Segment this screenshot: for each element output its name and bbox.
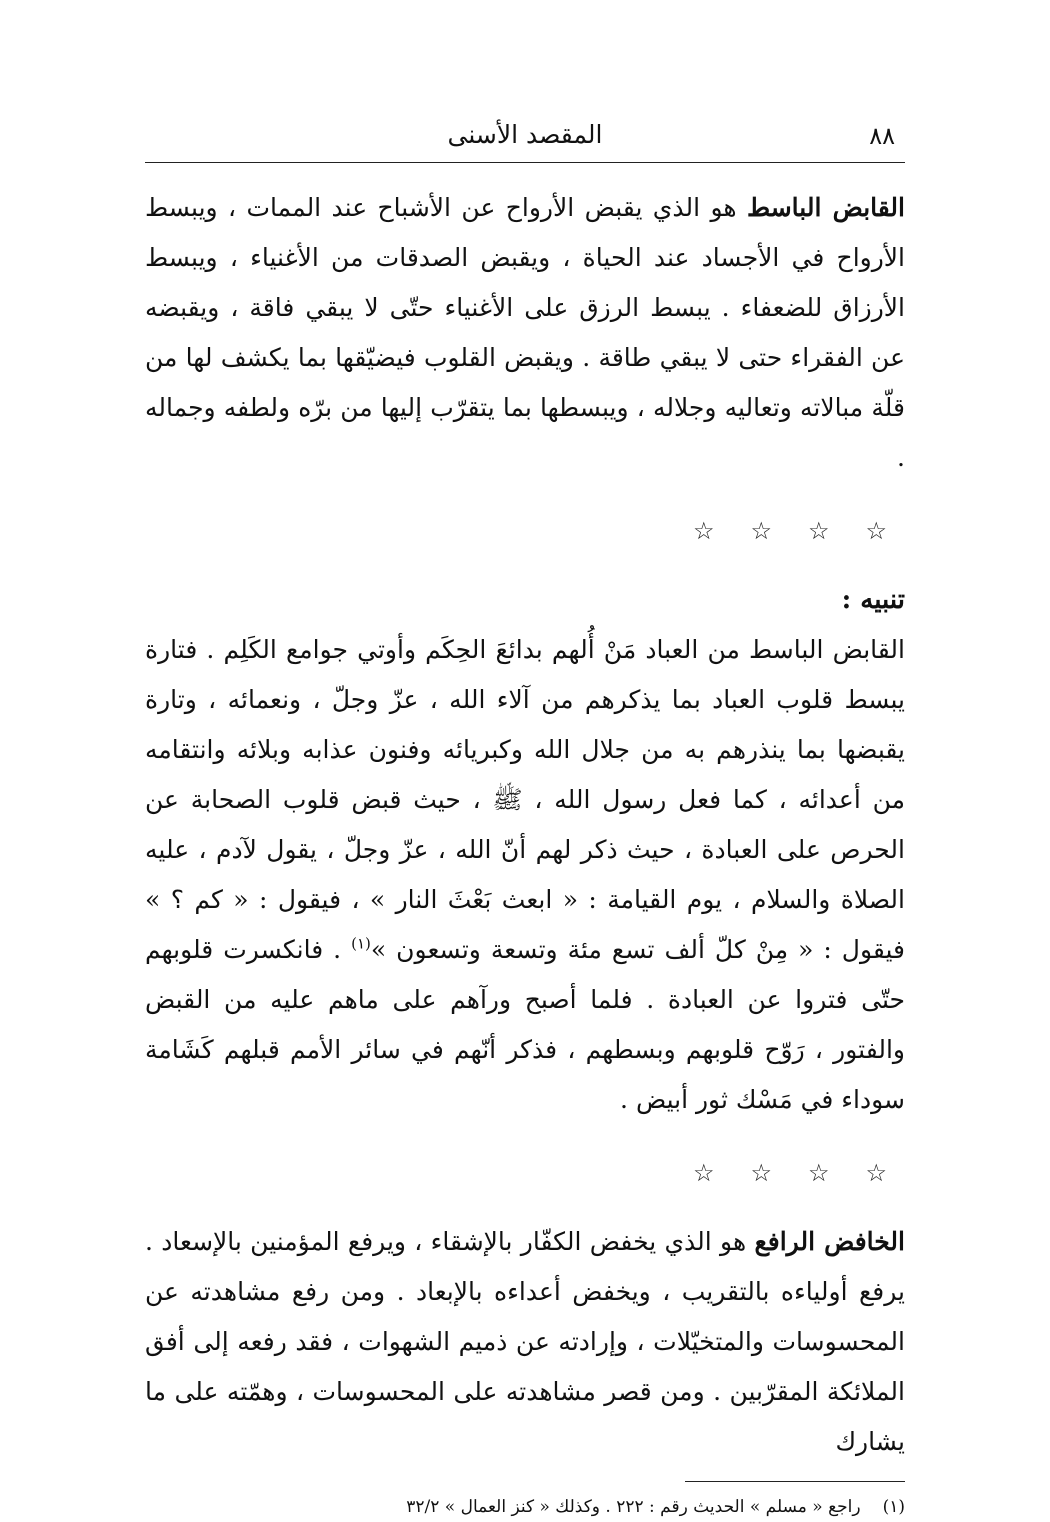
footnote-text: راجع « مسلم » الحديث رقم : ٢٢٢ . وكذلك « كنز العمال » ٣٢/٢ — [406, 1497, 861, 1517]
paragraph-text: . فانكسرت قلوبهم حتّى فتروا عن العبادة . فلما أصبح ورآهم على ماهم عليه من القبض والفتور ، رَوّح قلوبهم وبسطهم ، فذكر أنّهم في سائر الأمم قبلهم كَشَامة سوداء في مَسْك ثور أبيض . — [145, 935, 905, 1114]
star-icon: ☆ — [750, 1159, 772, 1187]
page-header — [145, 110, 905, 163]
star-icon: ☆ — [692, 1159, 715, 1187]
paragraph-text: القابض الباسط من العباد مَنْ أُلهم بدائعَ الحِكَم وأوتي جوامع الكَلِم . فتارة يبسط قلوب العباد بما يذكرهم من آلاء الله ، عزّ وجلّ ، ونعمائه ، وتارة يقبضها بما ينذرهم به من جلال الله وكبريائه وفنون عذابه وبلائه وانتقامه من أعدائه ، كما فعل رسول الله ، ﷺ ، حيث قبض قلوب الصحابة عن الحرص على العبادة ، حيث ذكر لهم أنّ الله ، عزّ وجلّ ، يقول لآدم ، عليه الصلاة والسلام ، يوم القيامة : « ابعث بَعْثَ النار » ، فيقول : « كم ؟ » فيقول : « مِنْ كلّ ألف تسع مئة وتسعة وتسعون » — [145, 635, 906, 964]
footnote-reference[interactable]: (١) — [351, 934, 371, 953]
paragraph-tanbih — [145, 625, 905, 1125]
term-qabid-basit: القابض الباسط — [747, 193, 905, 222]
section-separator — [145, 511, 905, 551]
section-heading-tanbih: تنبيه : — [841, 585, 905, 615]
paragraph-qabid-basit — [145, 183, 905, 483]
star-icon: ☆ — [807, 517, 830, 545]
star-icon: ☆ — [692, 517, 715, 545]
page-number: ٨٨ — [869, 122, 895, 150]
footnote — [145, 1492, 905, 1522]
page-content — [145, 183, 905, 1467]
paragraph-khafid-rafi — [145, 1217, 905, 1467]
star-icon: ☆ — [865, 517, 887, 545]
star-icon: ☆ — [807, 1159, 830, 1187]
running-title: المقصد الأسنى — [447, 120, 603, 149]
star-icon: ☆ — [865, 1159, 887, 1187]
star-icon: ☆ — [750, 517, 772, 545]
term-khafid-rafi: الخافض الرافع — [754, 1227, 905, 1256]
footnote-number: (١) — [882, 1497, 905, 1517]
section-separator — [145, 1153, 905, 1193]
book-page — [145, 110, 906, 1517]
paragraph-text: هو الذي يخفض الكفّار بالإشقاء ، ويرفع المؤمنين بالإسعاد . يرفع أولياءه بالتقريب ، ويخفض أعداءه بالإبعاد . ومن رفع مشاهدته عن المحسوسات والمتخيّلات ، وإرادته عن ذميم الشهوات ، فقد رفعه إلى أفق الملائكة المقرّبين . ومن قصر مشاهدته على المحسوسات ، وهمّته على ما يشارك — [145, 1227, 905, 1456]
footnote-divider — [685, 1481, 905, 1482]
paragraph-text: هو الذي يقبض الأرواح عن الأشباح عند الممات ، ويبسط الأرواح في الأجساد عند الحياة ، ويقبض الصدقات من الأغنياء ، ويبسط الأرزاق للضعفاء . يبسط الرزق على الأغنياء حتّى لا يبقي فاقة ، ويقبضه عن الفقراء حتى لا يبقي طاقة . ويقبض القلوب فيضيّقها بما يكشف لها من قلّة مبالاته وتعاليه وجلاله ، ويبسطها بما يتقرّب إليها من برّه ولطفه وجماله . — [145, 193, 905, 472]
